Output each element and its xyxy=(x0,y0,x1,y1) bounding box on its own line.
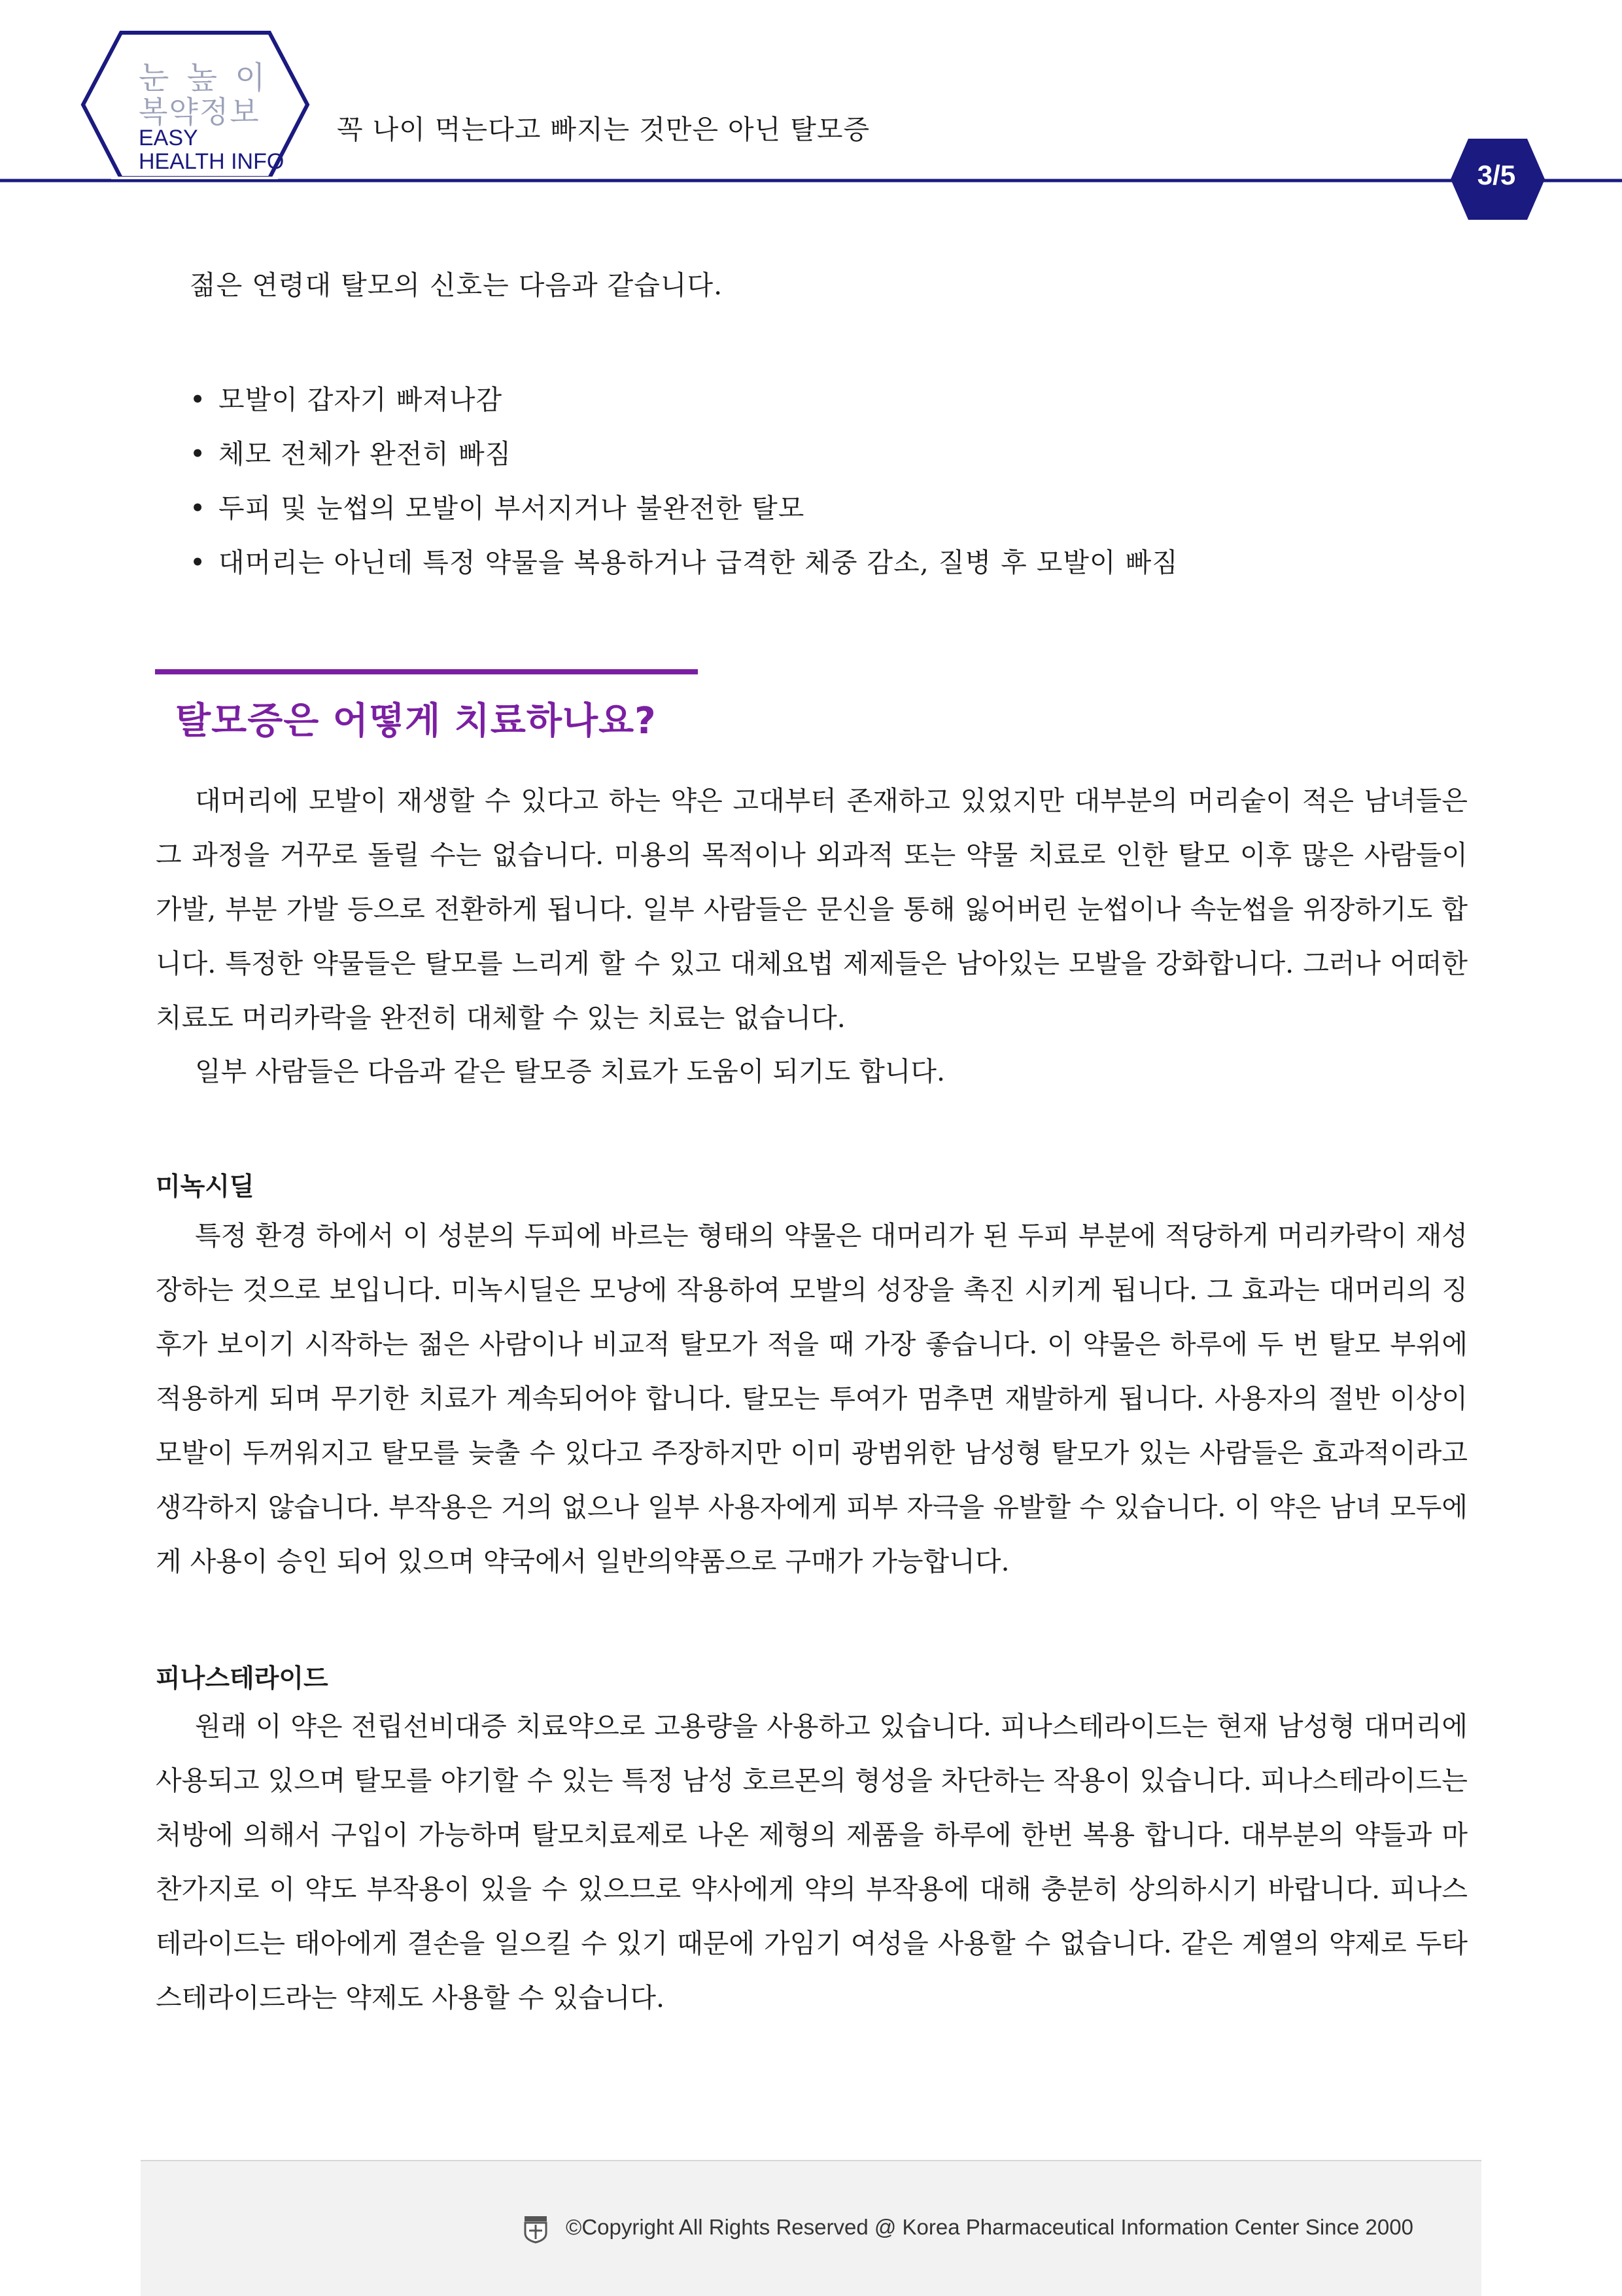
bullet-icon: • xyxy=(190,547,207,578)
minoxidil-paragraph: 특정 환경 하에서 이 성분의 두피에 바르는 형태의 약물은 대머리가 된 두피 부분에 적당하게 머리카락이 재성장하는 것으로 보입니다. 미녹시딜은 모낭에 작용하여 모발의 성장을 촉진 시키게 됩니다. 그 효과는 대머리의 징후가 보이기 시작하는 젊은 사람이나 비교적 탈모가 적을 때 가장 좋습니다. 이 약물은 하루에 두 번 탈모 부위에 적용하게 되며 무기한 치료가 계속되어야 합니다. 탈모는 투여가 멈추면 재발하게 됩니다. 사용자의 절반 이상이 모발이 두꺼워지고 탈모를 늦출 수 있다고 주장하지만 이미 광범위한 남성형 탈모가 있는 사람들은 효과적이라고 생각하지 않습니다. 부작용은 거의 없으나 일부 사용자에게 피부 자극을 유발할 수 있습니다. 이 약은 남녀 모두에게 사용이 승인 되어 있으며 약국에서 일반의약품으로 구매가 가능합니다. xyxy=(156,1220,1468,1577)
footer xyxy=(141,2160,1481,2296)
bullet-icon: • xyxy=(190,493,207,524)
copyright-text: ©Copyright All Rights Reserved @ Korea Pharmaceutical Information Center Since 2000 xyxy=(566,2215,1413,2239)
section-title: 탈모증은 어떻게 치료하나요? xyxy=(175,700,657,742)
treatment-paragraph: 대머리에 모발이 재생할 수 있다고 하는 약은 고대부터 존재하고 있었지만 대부분의 머리숱이 적은 남녀들은 그 과정을 거꾸로 돌릴 수는 없습니다. 미용의 목적이나 외과적 또는 약물 치료로 인한 탈모 이후 많은 사람들이 가발, 부분 가발 등으로 전환하게 됩니다. 일부 사람들은 문신을 통해 잃어버린 눈썹이나 속눈썹을 위장하기도 합니다. 특정한 약물들은 탈모를 느리게 할 수 있고 대체요법 제제들은 남아있는 모발을 강화합니다. 그러나 어떠한 치료도 머리카락을 완전히 대체할 수 있는 치료는 없습니다. xyxy=(156,785,1468,1034)
list-item-text: 모발이 갑자기 빠져나감 xyxy=(218,384,503,415)
logo-english-line2: HEALTH INFO xyxy=(139,149,285,174)
list-item-text: 대머리는 아닌데 특정 약물을 복용하거나 급격한 체중 감소, 질병 후 모발이 빠짐 xyxy=(218,547,1179,578)
logo-english-line1: EASY xyxy=(139,126,198,150)
treatment-note: 일부 사람들은 다음과 같은 탈모증 치료가 도움이 되기도 합니다. xyxy=(195,1056,946,1087)
bullet-icon: • xyxy=(190,438,207,470)
logo-korean-line1: 눈 높 이 xyxy=(139,60,269,96)
logo-korean-line2: 복약정보 xyxy=(139,94,260,130)
page-number: 3/5 xyxy=(1477,160,1516,190)
kpic-emblem-icon xyxy=(523,2215,548,2244)
list-item xyxy=(190,481,1179,536)
list-item-text: 체모 전체가 완전히 빠짐 xyxy=(218,438,512,470)
list-item xyxy=(190,536,1179,590)
document-title: 꼭 나이 먹는다고 빠지는 것만은 아닌 탈모증 xyxy=(337,114,871,145)
list-item xyxy=(190,373,1179,427)
section-accent-bar xyxy=(155,669,698,674)
bullet-icon: • xyxy=(190,384,207,415)
minoxidil-heading: 미녹시딜 xyxy=(156,1172,254,1202)
list-item-text: 두피 및 눈썹의 모발이 부서지거나 불완전한 탈모 xyxy=(218,493,805,524)
list-item xyxy=(190,427,1179,481)
finasteride-heading: 피나스테라이드 xyxy=(156,1664,328,1694)
finasteride-paragraph: 원래 이 약은 전립선비대증 치료약으로 고용량을 사용하고 있습니다. 피나스테라이드는 현재 남성형 대머리에 사용되고 있으며 탈모를 야기할 수 있는 특정 남성 호르몬의 형성을 차단하는 작용이 있습니다. 피나스테라이드는 처방에 의해서 구입이 가능하며 탈모치료제로 나온 제형의 제품을 하루에 한번 복용 합니다. 대부분의 약들과 마찬가지로 이 약도 부작용이 있을 수 있으므로 약사에게 약의 부작용에 대해 충분히 상의하시기 바랍니다. 피나스테라이드는 태아에게 결손을 일으킬 수 있기 때문에 가임기 여성을 사용할 수 없습니다. 같은 계열의 약제로 두타스테라이드라는 약제도 사용할 수 있습니다. xyxy=(156,1711,1468,2013)
symptom-list xyxy=(190,373,1179,590)
intro-text: 젊은 연령대 탈모의 신호는 다음과 같습니다. xyxy=(190,270,723,301)
